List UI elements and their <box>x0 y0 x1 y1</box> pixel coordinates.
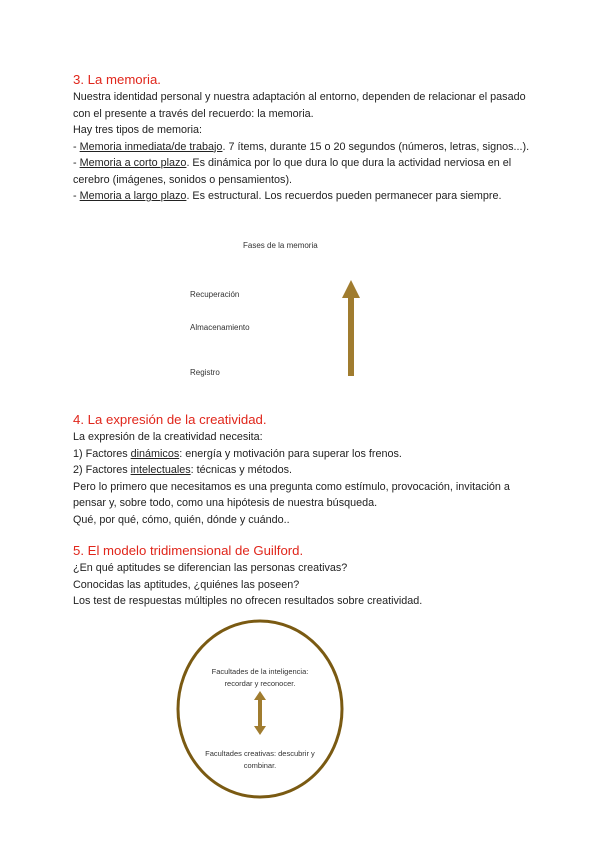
section-creatividad <box>73 411 533 528</box>
paragraph: La expresión de la creatividad necesita: <box>73 431 263 443</box>
up-arrow-icon <box>338 278 364 378</box>
list-text: . Es dinámica por lo que dura lo que dura la actividad nerviosa en el cerebro (imágenes, sonidos o pensamientos). <box>73 157 512 186</box>
section-heading: 4. La expresión de la creatividad. <box>73 412 267 427</box>
list-prefix: - <box>73 140 80 153</box>
list-term: Memoria inmediata/de trabajo <box>79 140 223 153</box>
list-item <box>73 462 533 479</box>
paragraph: Qué, por qué, cómo, quién, dónde y cuándo.. <box>73 513 290 526</box>
section-heading: 3. La memoria. <box>73 72 161 87</box>
list-text: : técnicas y métodos. <box>190 464 293 476</box>
paragraph: Nuestra identidad personal y nuestra adaptación al entorno, dependen de relacionar el pasado con el presente a través del recuerdo: la memoria. <box>73 91 526 120</box>
list-item <box>73 155 543 188</box>
section-memoria <box>73 71 543 205</box>
paragraph: Conocidas las aptitudes, ¿quiénes las poseen? <box>73 578 300 591</box>
intelligence-label: Facultades de la inteligencia: recordar y reconocer. <box>211 667 309 688</box>
paragraph: Los test de respuestas múltiples no ofrecen resultados sobre creatividad. <box>73 595 423 607</box>
paragraph: ¿En qué aptitudes se diferencian las personas creativas? <box>73 562 348 574</box>
phase-label: Registro <box>190 368 220 377</box>
double-arrow-icon <box>253 690 267 736</box>
section-guilford <box>73 542 543 610</box>
diagram-title: Fases de la memoria <box>243 241 318 250</box>
list-term: intelectuales <box>130 464 191 476</box>
list-prefix: - <box>73 157 80 169</box>
list-item <box>73 139 543 156</box>
list-text: . Es estructural. Los recuerdos pueden permanecer para siempre. <box>186 190 502 202</box>
list-term: Memoria a largo plazo <box>79 190 187 202</box>
paragraph: Hay tres tipos de memoria: <box>73 124 203 136</box>
paragraph: Pero lo primero que necesitamos es una pregunta como estímulo, provocación, invitación a pensar y, sobre todo, como una hipótesis de nuestra búsqueda. <box>73 480 510 509</box>
list-text: : energía y motivación para superar los frenos. <box>179 447 402 460</box>
list-prefix: 1) Factores <box>73 447 131 460</box>
list-prefix: - <box>73 190 80 202</box>
list-term: Memoria a corto plazo <box>79 157 187 169</box>
section-heading: 5. El modelo tridimensional de Guilford. <box>73 543 304 558</box>
creative-label: Facultades creativas: descubrir y combinar. <box>205 749 315 770</box>
list-text: . 7 ítems, durante 15 o 20 segundos (números, letras, signos...). <box>222 140 530 153</box>
list-item <box>73 188 543 205</box>
list-item <box>73 446 533 463</box>
phase-label: Recuperación <box>190 290 240 299</box>
phase-label: Almacenamiento <box>190 323 250 332</box>
list-prefix: 2) Factores <box>73 464 131 476</box>
list-term: dinámicos <box>130 447 180 460</box>
